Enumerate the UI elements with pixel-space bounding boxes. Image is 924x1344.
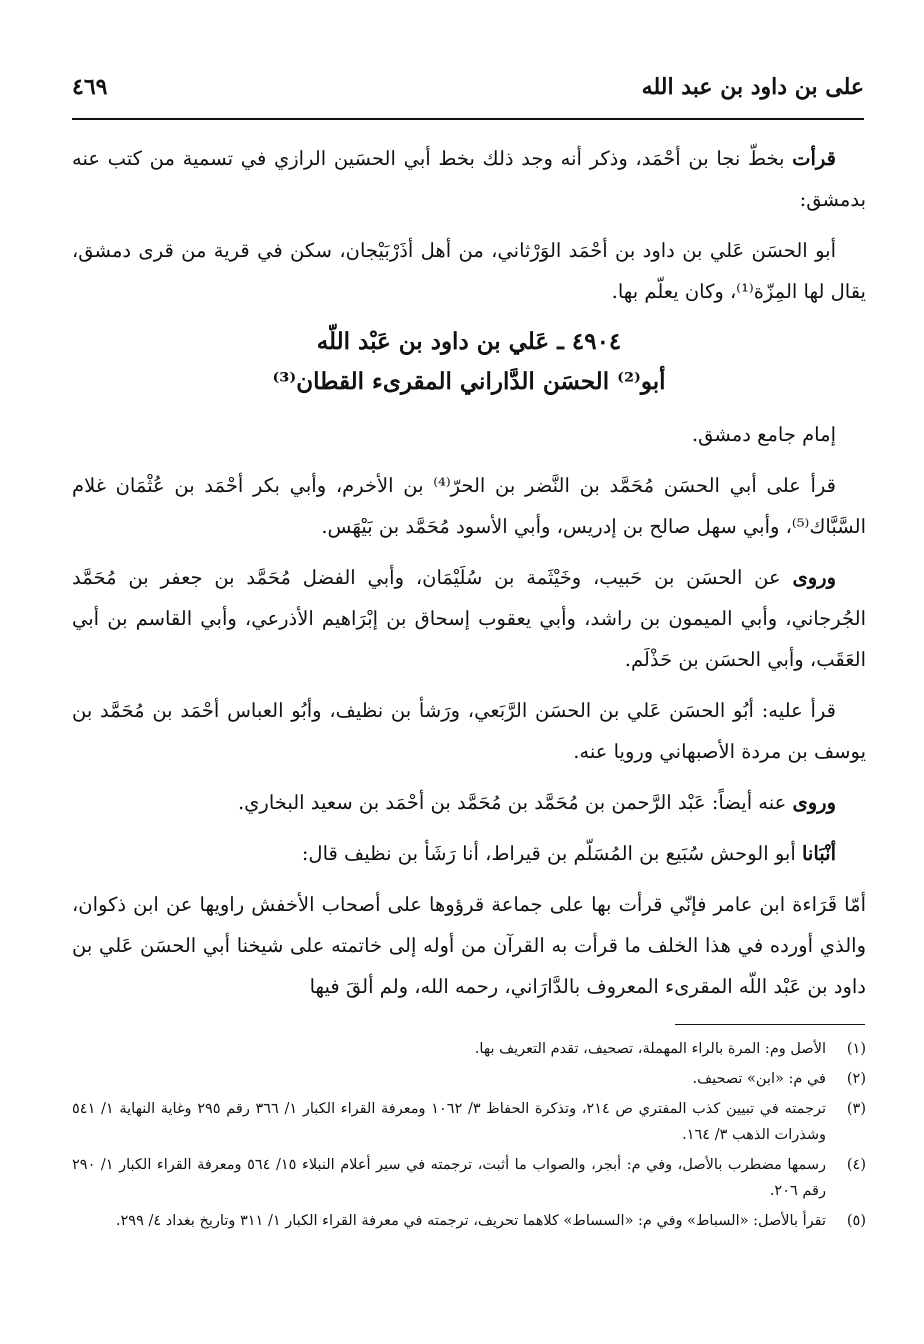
footnote [72,1152,866,1204]
footnote-number: (٤) [846,1157,866,1173]
footnote-rule [675,1024,865,1025]
entry-title [72,322,866,402]
lead-word: قرأت [792,147,836,170]
paragraph-text: بخطّ نجا بن أحْمَد، وذكر أنه وجد ذلك بخط أبي الحسَين الرازي في تسمية من كتب عنه بدمشق: [72,147,866,211]
footnote-number: (٢) [846,1071,866,1087]
footnote-text: ترجمته في تبيين كذب المفتري ص ٢١٤، وتذكرة الحفاظ ٣/ ١٠٦٢ ومعرفة القراء الكبار ١/ ٣٦٦ رقم ٢٩٥ وغاية النهاية ١/ ٥٤١ وشذرات الذهب ٣/ ١٦٤. [72,1101,827,1143]
paragraph-1 [72,138,866,220]
paragraph-6: قرأ عليه: أبُو الحسَن عَلي بن الحسَن الرَّبَعي، ورَشأ بن نظيف، وأبُو العباس أحْمَد بن مُحَمَّد بن يوسف بن مردة الأصبهاني ورويا عنه. [72,699,866,763]
lead-word: وروى [792,566,836,589]
paragraph-text: عن الحسَن بن حَبيب، وخَيْثَمة بن سُلَيْمَان، وأبي الفضل مُحَمَّد بن جعفر بن مُحَمَّد الجُرجاني، وأبي الميمون بن راشد، وأبي يعقوب إسحاق بن إبْرَاهيم الأذرعي، وأبي القاسم بن أبي العَقَب، وأبي الحسَن بن حَذْلَم. [72,566,866,671]
footnote-number: (٣) [846,1101,866,1117]
paragraph-5 [72,557,866,680]
page-number: ٤٦٩ [72,74,108,100]
footnote [72,1066,866,1092]
footnote-text: في م: «ابن» تصحيف. [692,1071,826,1087]
footnote-number: (١) [846,1041,866,1057]
paragraph-2: أبو الحسَن عَلي بن داود بن أحْمَد الوَرْثاني، من أهل أذَرْبَيْجان، سكن في قرية من قرى دمشق، يقال لها المِزّة⁽¹⁾، وكان يعلّم بها. [72,239,866,303]
paragraph-8 [72,833,866,874]
footnote-text: تقرأ بالأصل: «السباط» وفي م: «السساط» كلاهما تحريف، ترجمته في معرفة القراء الكبار ١/ ٣١١ وتاريخ بغداد ٤/ ٢٩٩. [115,1213,826,1229]
main-text [72,138,866,1017]
paragraph-4: قرأ على أبي الحسَن مُحَمَّد بن النَّضر بن الحرّ⁽⁴⁾ بن الأخرم، وأبي بكر أحْمَد بن عُثْمَان غلام السَّبَّاك⁽⁵⁾، وأبي سهل صالح بن إدريس، وأبي الأسود مُحَمَّد بن بَيْهَس. [72,474,866,538]
page-header [72,74,864,114]
paragraph-text: عنه أيضاً: عَبْد الرَّحمن بن مُحَمَّد بن مُحَمَّد بن أحْمَد بن سعيد البخاري. [237,791,793,814]
running-head: على بن داود بن عبد الله [641,74,864,100]
footnote-number: (٥) [846,1213,866,1229]
paragraph-9: أمّا قَرَاءة ابن عامر فإنّي قرأت بها على جماعة قرؤوها على أصحاب الأخفش راويها عن ابن ذكوان، والذي أورده في هذا الخلف ما قرأت به القرآن من أوله إلى خاتمته على شيخنا أبي الحسَن عَلي بن داود بن عَبْد اللّه المقرىء المعروف بالدَّارَاني، رحمه الله، ولم ألقَ فيها [72,893,866,998]
entry-title-line-1: ٤٩٠٤ ـ عَلي بن داود بن عَبْد اللّه [316,328,622,355]
footnote-text: الأصل وم: المرة بالراء المهملة، تصحيف، تقدم التعريف بها. [474,1041,826,1057]
paragraph-text: أبو الوحش سُبَيع بن المُسَلّم بن قيراط، أنا رَشَأ بن نظيف قال: [301,842,802,865]
paragraph-7 [72,782,866,823]
paragraph-3: إمام جامع دمشق. [691,423,836,446]
footnote [72,1036,866,1062]
footnotes [72,1036,866,1238]
lead-word: أنْبَانا [801,842,836,865]
header-rule [72,118,864,120]
lead-word: وروى [792,791,836,814]
footnote-text: رسمها مضطرب بالأصل، وفي م: أبجر، والصواب ما أثبت، ترجمته في سير أعلام النبلاء ١٥/ ٥٦٤ ومعرفة القراء الكبار ١/ ٢٩٠ رقم ٢٠٦. [72,1157,826,1199]
entry-title-line-2: أبو⁽²⁾ الحسَن الدَّاراني المقرىء القطان⁽³⁾ [272,368,666,395]
footnote [72,1208,866,1234]
footnote [72,1096,866,1148]
